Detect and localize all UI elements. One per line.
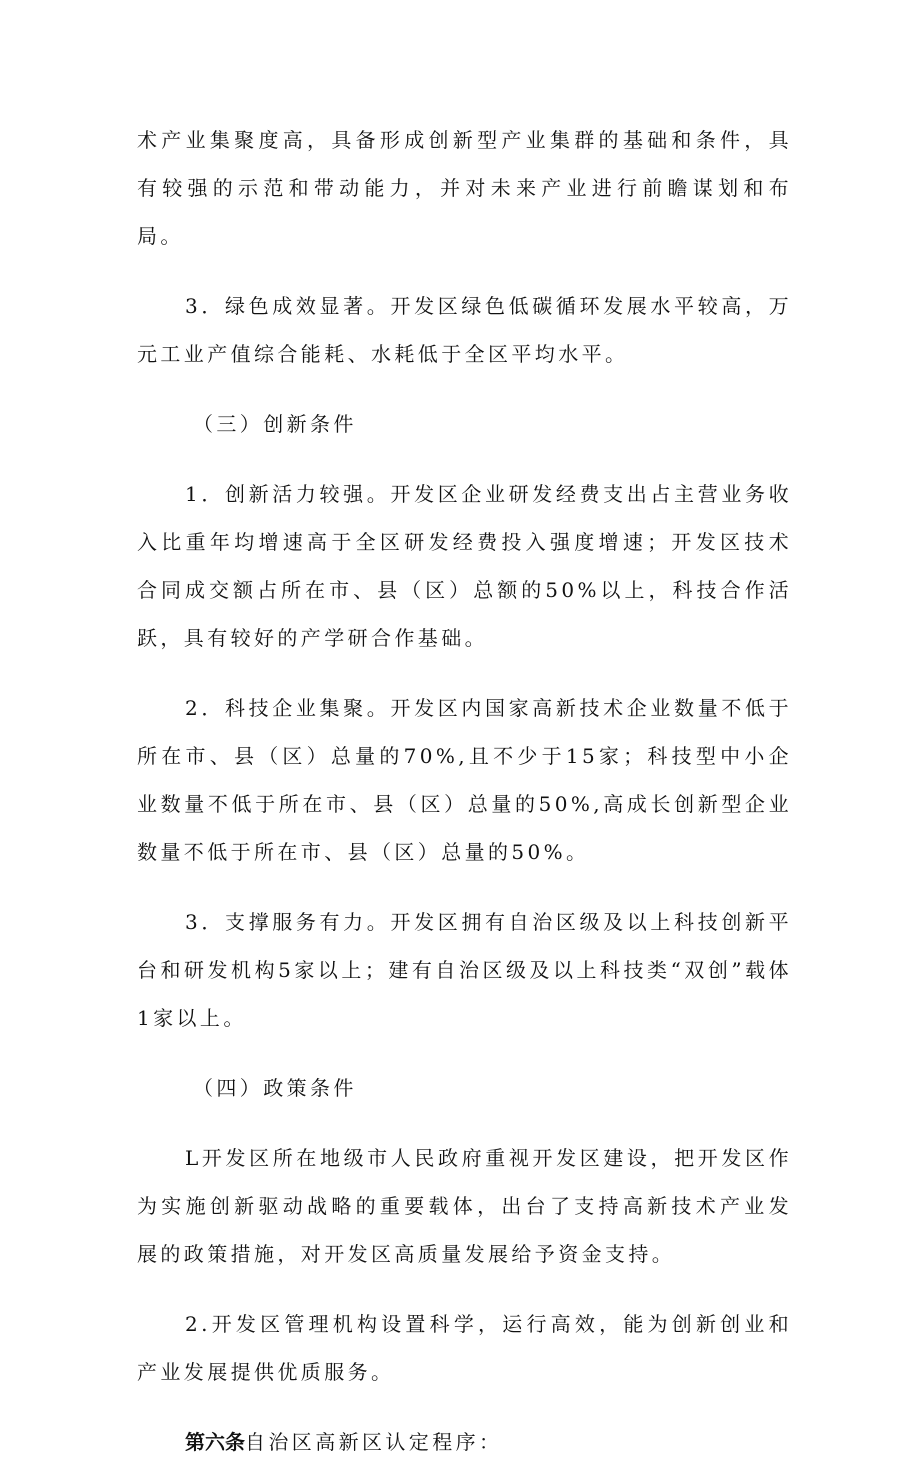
paragraph-management-agency: 2.开发区管理机构设置科学，运行高效，能为创新创业和产业发展提供优质服务。 xyxy=(137,1312,792,1384)
paragraph-article-six xyxy=(137,1418,792,1466)
article-number: 第六条 xyxy=(185,1430,245,1454)
paragraph-tech-enterprise-cluster: 2．科技企业集聚。开发区内国家高新技术企业数量不低于所在市、县（区）总量的70%,且不少于15家；科技型中小企业数量不低于所在市、县（区）总量的50%,高成长创新型企业数量不低于所在市、县（区）总量的50%。 xyxy=(137,696,792,864)
article-title: 自治区高新区认定程序： xyxy=(245,1430,503,1454)
paragraph-green-results: 3．绿色成效显著。开发区绿色低碳循环发展水平较高，万元工业产值综合能耗、水耗低于全区平均水平。 xyxy=(137,294,792,366)
paragraph-government-support: L开发区所在地级市人民政府重视开发区建设，把开发区作为实施创新驱动战略的重要载体，出台了支持高新技术产业发展的政策措施，对开发区高质量发展给予资金支持。 xyxy=(137,1146,792,1266)
paragraph-innovation-cluster: 术产业集聚度高，具备形成创新型产业集群的基础和条件，具有较强的示范和带动能力，并对未来产业进行前瞻谋划和布局。 xyxy=(137,128,792,248)
paragraph-innovation-vitality: 1．创新活力较强。开发区企业研发经费支出占主营业务收入比重年均增速高于全区研发经费投入强度增速；开发区技术合同成交额占所在市、县（区）总额的50%以上，科技合作活跃，具有较好的产学研合作基础。 xyxy=(137,482,792,650)
paragraph-support-services: 3．支撑服务有力。开发区拥有自治区级及以上科技创新平台和研发机构5家以上；建有自治区级及以上科技类“双创”载体1家以上。 xyxy=(137,910,792,1030)
section-heading-policy-conditions: （四）政策条件 xyxy=(193,1076,357,1100)
section-heading-innovation-conditions: （三）创新条件 xyxy=(193,412,357,436)
